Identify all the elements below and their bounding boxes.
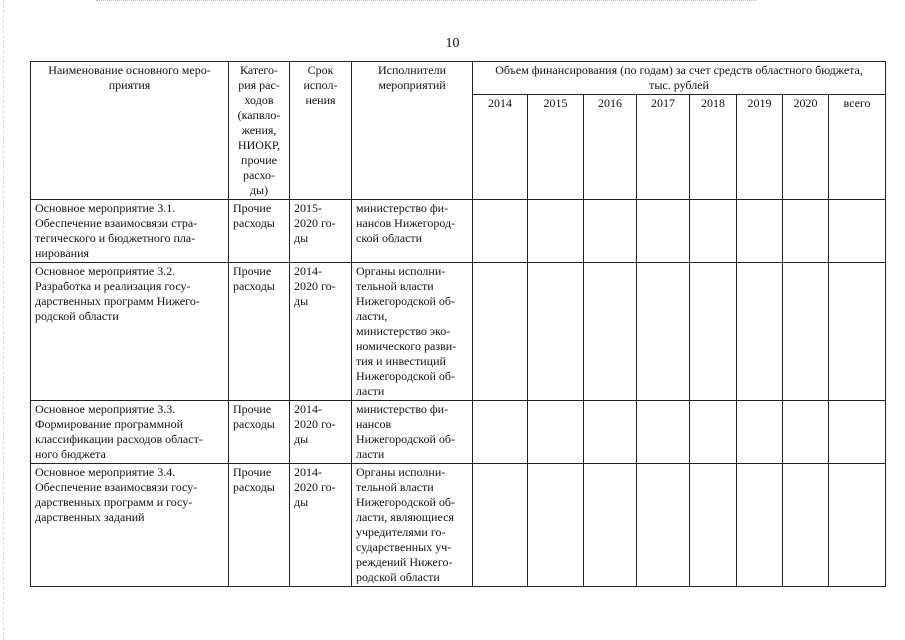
row-category: Прочие расходы	[229, 200, 290, 263]
row-executors: Органы исполни- тельной власти Нижегородской об- ласти, министерство эко- номического разви- тия и инвестиций Нижегородской об- ласти	[352, 263, 473, 401]
header-category	[229, 62, 290, 200]
header-term-text: Срок испол- нения	[303, 63, 338, 107]
table-row	[31, 464, 886, 587]
row-value-2019	[737, 401, 783, 464]
row-category: Прочие расходы	[229, 464, 290, 587]
row-term: 2014- 2020 го- ды	[290, 263, 352, 401]
header-year-2020: 2020	[783, 95, 829, 200]
row-value-2015	[528, 263, 584, 401]
header-year-2016: 2016	[584, 95, 637, 200]
table-row	[31, 200, 886, 263]
row-value-2015	[528, 464, 584, 587]
row-category: Прочие расходы	[229, 401, 290, 464]
row-value-2016	[584, 263, 637, 401]
row-value-2020	[783, 401, 829, 464]
scan-left-edge	[3, 0, 6, 640]
row-term: 2015- 2020 го- ды	[290, 200, 352, 263]
row-value-total	[829, 263, 886, 401]
row-value-2015	[528, 200, 584, 263]
row-value-2020	[783, 464, 829, 587]
header-row	[31, 62, 886, 95]
row-executors: министерство фи- нансов Нижегородской об- ласти	[352, 401, 473, 464]
row-value-2019	[737, 200, 783, 263]
row-value-2017	[637, 464, 690, 587]
row-value-2019	[737, 464, 783, 587]
row-value-2014	[473, 200, 528, 263]
row-category: Прочие расходы	[229, 263, 290, 401]
scan-top-edge	[96, 0, 756, 2]
page-number: 10	[445, 36, 460, 51]
row-value-total	[829, 200, 886, 263]
header-year-total: всего	[829, 95, 886, 200]
table-row	[31, 401, 886, 464]
row-name: Основное мероприятие 3.2. Разработка и реализация госу- дарственных программ Нижего- родской области	[31, 263, 229, 401]
header-name-text: Наименование основного меро- приятия	[48, 63, 211, 92]
header-term	[290, 62, 352, 200]
row-value-2014	[473, 263, 528, 401]
activities-table	[30, 61, 886, 587]
row-executors: Органы исполни- тельной власти Нижегородской об- ласти, являющиеся учредителями го- сударственных уч- реждений Нижего- родской области	[352, 464, 473, 587]
header-category-text: Катего- рия рас- ходов (капвло- жения, НИОКР, прочие расхо- ды)	[237, 63, 281, 197]
row-value-2018	[690, 263, 737, 401]
row-value-2016	[584, 464, 637, 587]
row-value-2018	[690, 401, 737, 464]
row-value-2014	[473, 464, 528, 587]
row-value-2016	[584, 200, 637, 263]
row-value-2016	[584, 401, 637, 464]
row-value-2017	[637, 401, 690, 464]
row-value-2018	[690, 464, 737, 587]
row-value-2020	[783, 200, 829, 263]
row-name: Основное мероприятие 3.3. Формирование программной классификации расходов област- ного бюджета	[31, 401, 229, 464]
row-value-2017	[637, 200, 690, 263]
row-value-2020	[783, 263, 829, 401]
row-value-2019	[737, 263, 783, 401]
header-executors-text: Исполнители мероприятий	[377, 63, 447, 92]
header-year-2019: 2019	[737, 95, 783, 200]
row-term: 2014- 2020 го- ды	[290, 401, 352, 464]
header-year-2018: 2018	[690, 95, 737, 200]
row-value-total	[829, 464, 886, 587]
row-value-2018	[690, 200, 737, 263]
row-term: 2014- 2020 го- ды	[290, 464, 352, 587]
header-year-2014: 2014	[473, 95, 528, 200]
row-value-2015	[528, 401, 584, 464]
header-funding-text: Объем финансирования (по годам) за счет средств областного бюджета, тыс. рублей	[495, 63, 863, 92]
row-executors: министерство фи- нансов Нижегород- ской области	[352, 200, 473, 263]
header-year-2015: 2015	[528, 95, 584, 200]
row-name: Основное мероприятие 3.4. Обеспечение взаимосвязи госу- дарственных программ и госу- дарственных заданий	[31, 464, 229, 587]
row-value-2017	[637, 263, 690, 401]
table-row	[31, 263, 886, 401]
row-name: Основное мероприятие 3.1. Обеспечение взаимосвязи стра- тегического и бюджетного пла- нирования	[31, 200, 229, 263]
header-name	[31, 62, 229, 200]
header-executors	[352, 62, 473, 200]
row-value-total	[829, 401, 886, 464]
header-year-2017: 2017	[637, 95, 690, 200]
header-funding	[473, 62, 886, 95]
row-value-2014	[473, 401, 528, 464]
